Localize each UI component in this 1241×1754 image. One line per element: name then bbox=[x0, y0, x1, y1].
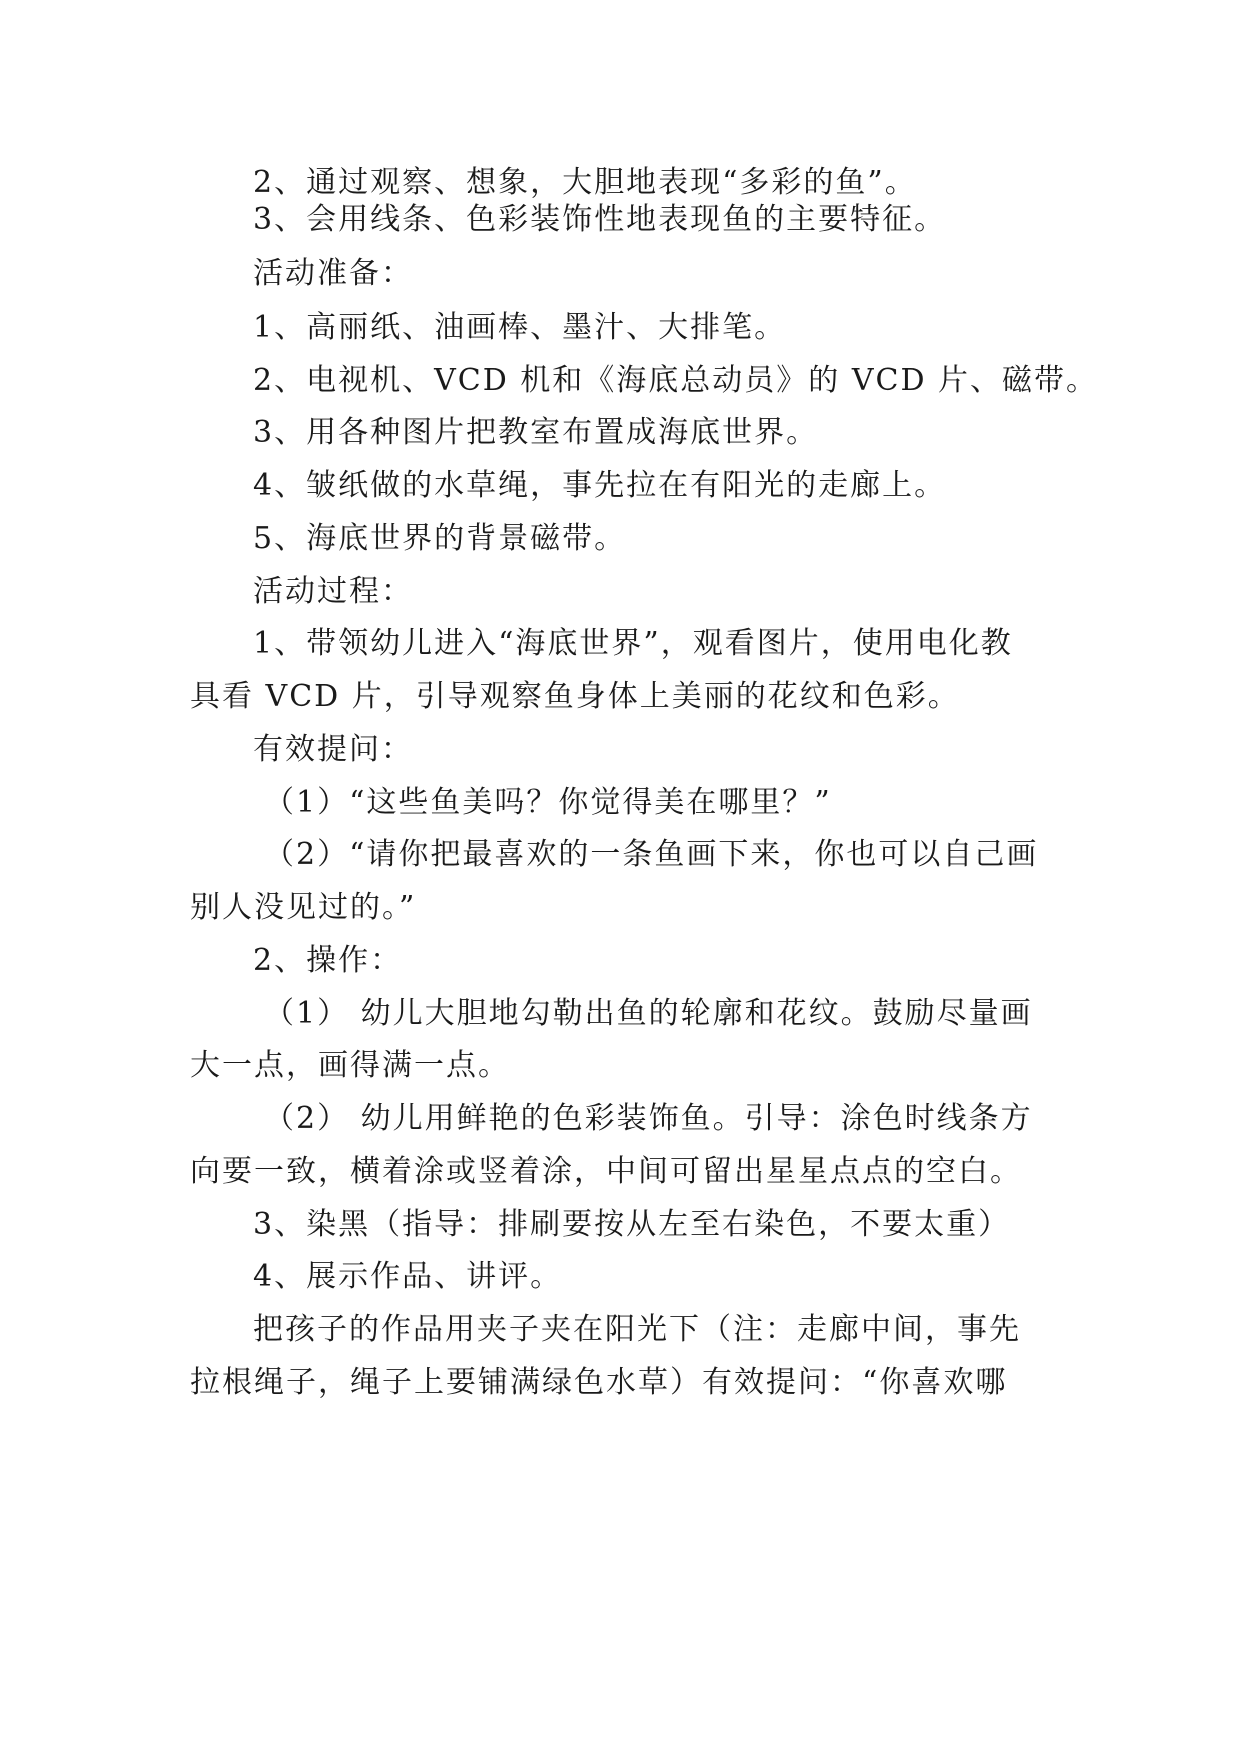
preparation-item-2: 2、电视机、VCD 机和《海底总动员》的 VCD 片、磁带。 bbox=[253, 363, 1099, 398]
objective-2: 2、通过观察、想象，大胆地表现“多彩的鱼”。 bbox=[253, 165, 917, 200]
section-heading-process: 活动过程： bbox=[253, 574, 413, 609]
objective-3: 3、会用线条、色彩装饰性地表现鱼的主要特征。 bbox=[253, 202, 947, 237]
process-step-2: 2、操作： bbox=[253, 943, 403, 978]
process-step-3: 3、染黑（指导：排刷要按从左至右染色，不要太重） bbox=[253, 1207, 1011, 1242]
preparation-item-4: 4、皱纸做的水草绳，事先拉在有阳光的走廊上。 bbox=[253, 468, 947, 503]
preparation-item-5: 5、海底世界的背景磁带。 bbox=[253, 521, 627, 556]
process-step-1-line-2: 具看 VCD 片，引导观察鱼身体上美丽的花纹和色彩。 bbox=[190, 679, 960, 714]
process-step-4: 4、展示作品、讲评。 bbox=[253, 1259, 563, 1294]
operation-2-line-2: 向要一致，横着涂或竖着涂，中间可留出星星点点的空白。 bbox=[190, 1154, 1022, 1189]
section-heading-preparation: 活动准备： bbox=[253, 256, 413, 291]
question-1: （1）“这些鱼美吗？你觉得美在哪里？” bbox=[264, 785, 832, 820]
operation-1-line-2: 大一点，画得满一点。 bbox=[190, 1048, 510, 1083]
operation-2-line-1: （2） 幼儿用鲜艳的色彩装饰鱼。引导：涂色时线条方 bbox=[264, 1101, 1033, 1136]
display-paragraph-line-1: 把孩子的作品用夹子夹在阳光下（注：走廊中间，事先 bbox=[253, 1312, 1021, 1347]
question-2-line-2: 别人没见过的。” bbox=[190, 890, 417, 925]
question-heading: 有效提问： bbox=[253, 732, 413, 767]
question-2-line-1: （2）“请你把最喜欢的一条鱼画下来，你也可以自己画 bbox=[264, 837, 1039, 872]
process-step-1-line-1: 1、带领幼儿进入“海底世界”，观看图片，使用电化教 bbox=[253, 626, 1013, 661]
display-paragraph-line-2: 拉根绳子，绳子上要铺满绿色水草）有效提问：“你喜欢哪 bbox=[190, 1365, 1008, 1400]
operation-1-line-1: （1） 幼儿大胆地勾勒出鱼的轮廓和花纹。鼓励尽量画 bbox=[264, 996, 1033, 1031]
preparation-item-1: 1、高丽纸、油画棒、墨汁、大排笔。 bbox=[253, 310, 787, 345]
preparation-item-3: 3、用各种图片把教室布置成海底世界。 bbox=[253, 415, 819, 450]
